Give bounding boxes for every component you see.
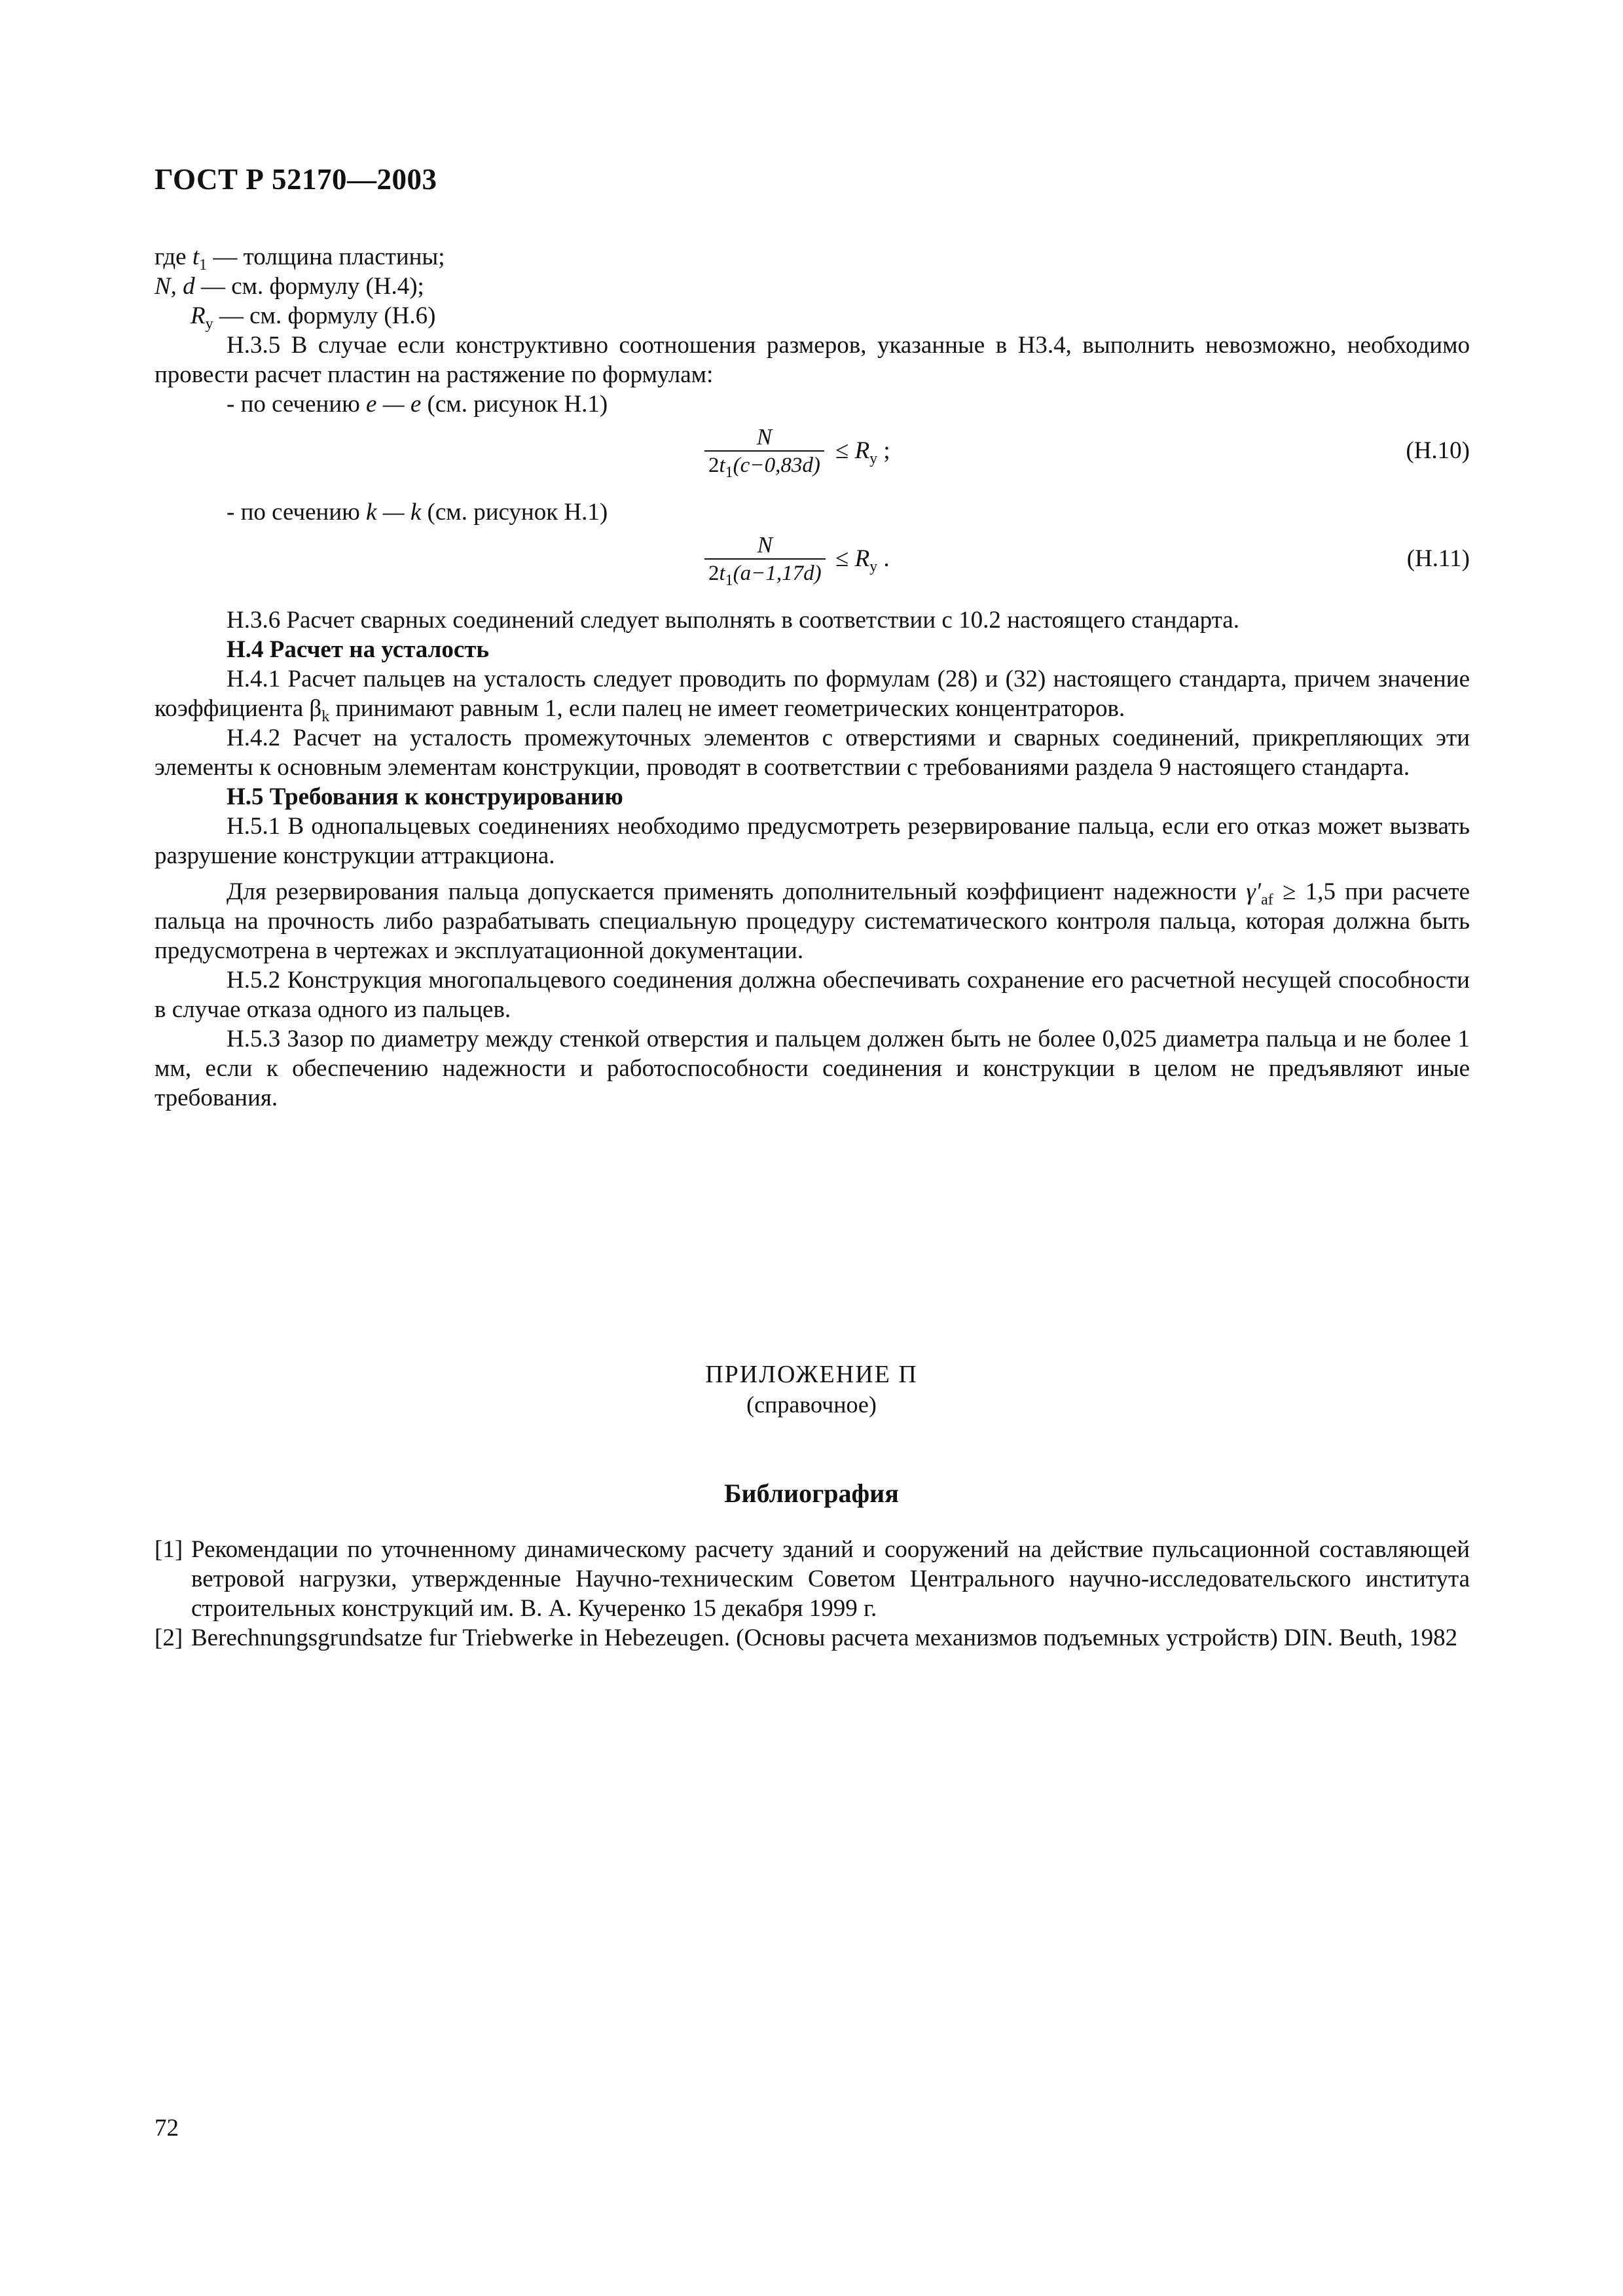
section-item-k: - по сечению k — k (см. рисунок Н.1) [227, 499, 608, 526]
paragraph-h35: Н.3.5 В случае если конструктивно соотношения размеров, указанные в Н3.4, выполнить невозможно, необходимо провести расчет пластин на растяжение по формулам: [155, 332, 1470, 388]
section-heading-h4: Н.4 Расчет на усталость [227, 636, 490, 663]
appendix-title: ПРИЛОЖЕНИЕ П [705, 1361, 918, 1388]
document-header: ГОСТ Р 52170—2003 [155, 163, 437, 196]
paragraph-h42: Н.4.2 Расчет на усталость промежуточных элементов с отверстиями и сварных соединений, прикрепляющих эти элементы к основным элементам конструкции, проводят в соответствии с требованиями раздела 9 настоящего стандарта. [155, 725, 1470, 781]
paragraph-h51: Н.5.1 В однопальцевых соединениях необходимо предусмотреть резервирование пальца, если его отказ может вызвать разрушение конструкции аттракциона. [155, 813, 1470, 869]
main-text [155, 242, 1470, 1113]
formula-h10: $\frac{N}{2t_1(c-0,83d)}$ ≤ $R_y$ ; (Н.10) [155, 419, 1470, 497]
paragraph-h36: Н.3.6 Расчет сварных соединений следует выполнять в соответствии с 10.2 настоящего стандарта. [227, 607, 1239, 634]
formula-fraction: $\frac{N}{2t_1(c-0,83d)}$ [704, 424, 824, 479]
section-item-e: - по сечению e — e (см. рисунок Н.1) [227, 391, 608, 418]
equation-number: (Н.10) [1406, 437, 1470, 464]
page-number: 72 [155, 2115, 179, 2142]
bibliography-item: [1] Рекомендации по уточненному динамическому расчету зданий и сооружений на действие пульсационной составляющей ветровой нагрузки, утвержденные Научно-техническим Советом Центрального научно-исследовательского института строительных конструкций им. В. А. Кучеренко 15 декабря 1999 г. [155, 1536, 1470, 1622]
bibliography-item: [2] Berechnungsgrundsatze fur Triebwerke in Hebezeugen. (Основы расчета механизмов подъемных устройств) DIN. Beuth, 1982 [155, 1624, 1458, 1651]
paragraph-h51-reserve: Для резервирования пальца допускается применять дополнительный коэффициент надежности $\gamma'_{af} \ge 1,5$ при расчете пальца на прочность либо разрабатывать специальную процедуру систематического контроля пальца, которая должна быть предусмотрена в чертежах и эксплуатационной документации. [155, 878, 1470, 964]
where-line-t1: где $t_1$ — толщина пластины; [155, 243, 445, 274]
formula-h11: $\frac{N}{2t_1(a-1,17d)}$ ≤ $R_y$ . (Н.11) [155, 527, 1470, 605]
paragraph-h53: Н.5.3 Зазор по диаметру между стенкой отверстия и пальцем должен быть не более 0,025 диаметра пальца и не более 1 мм, если к обеспечению надежности и работоспособности соединения и конструкции в целом не предъявляют иные требования. [155, 1026, 1470, 1111]
bibliography-title: Библиография [724, 1479, 899, 1508]
formula-fraction: $\frac{N}{2t_1(a-1,17d)}$ [704, 532, 826, 587]
where-line-n-d: N, d — см. формулу (Н.4); [155, 273, 424, 300]
equation-number: (Н.11) [1406, 545, 1470, 572]
paragraph-h52: Н.5.2 Конструкция многопальцевого соединения должна обеспечивать сохранение его расчетной несущей способности в случае отказа одного из пальцев. [155, 967, 1470, 1023]
appendix-subtitle: (справочное) [746, 1391, 877, 1418]
where-line-ry: $R_y$ — см. формулу (Н.6) [191, 302, 436, 332]
paragraph-h41: Н.4.1 Расчет пальцев на усталость следует проводить по формулам (28) и (32) настоящего стандарта, причем значение коэффициента $\beta_k$ принимают равным 1, если палец не имеет геометрических концентраторов. [155, 666, 1470, 725]
section-heading-h5: Н.5 Требования к конструированию [227, 783, 623, 810]
bibliography-list [155, 1535, 1470, 1653]
